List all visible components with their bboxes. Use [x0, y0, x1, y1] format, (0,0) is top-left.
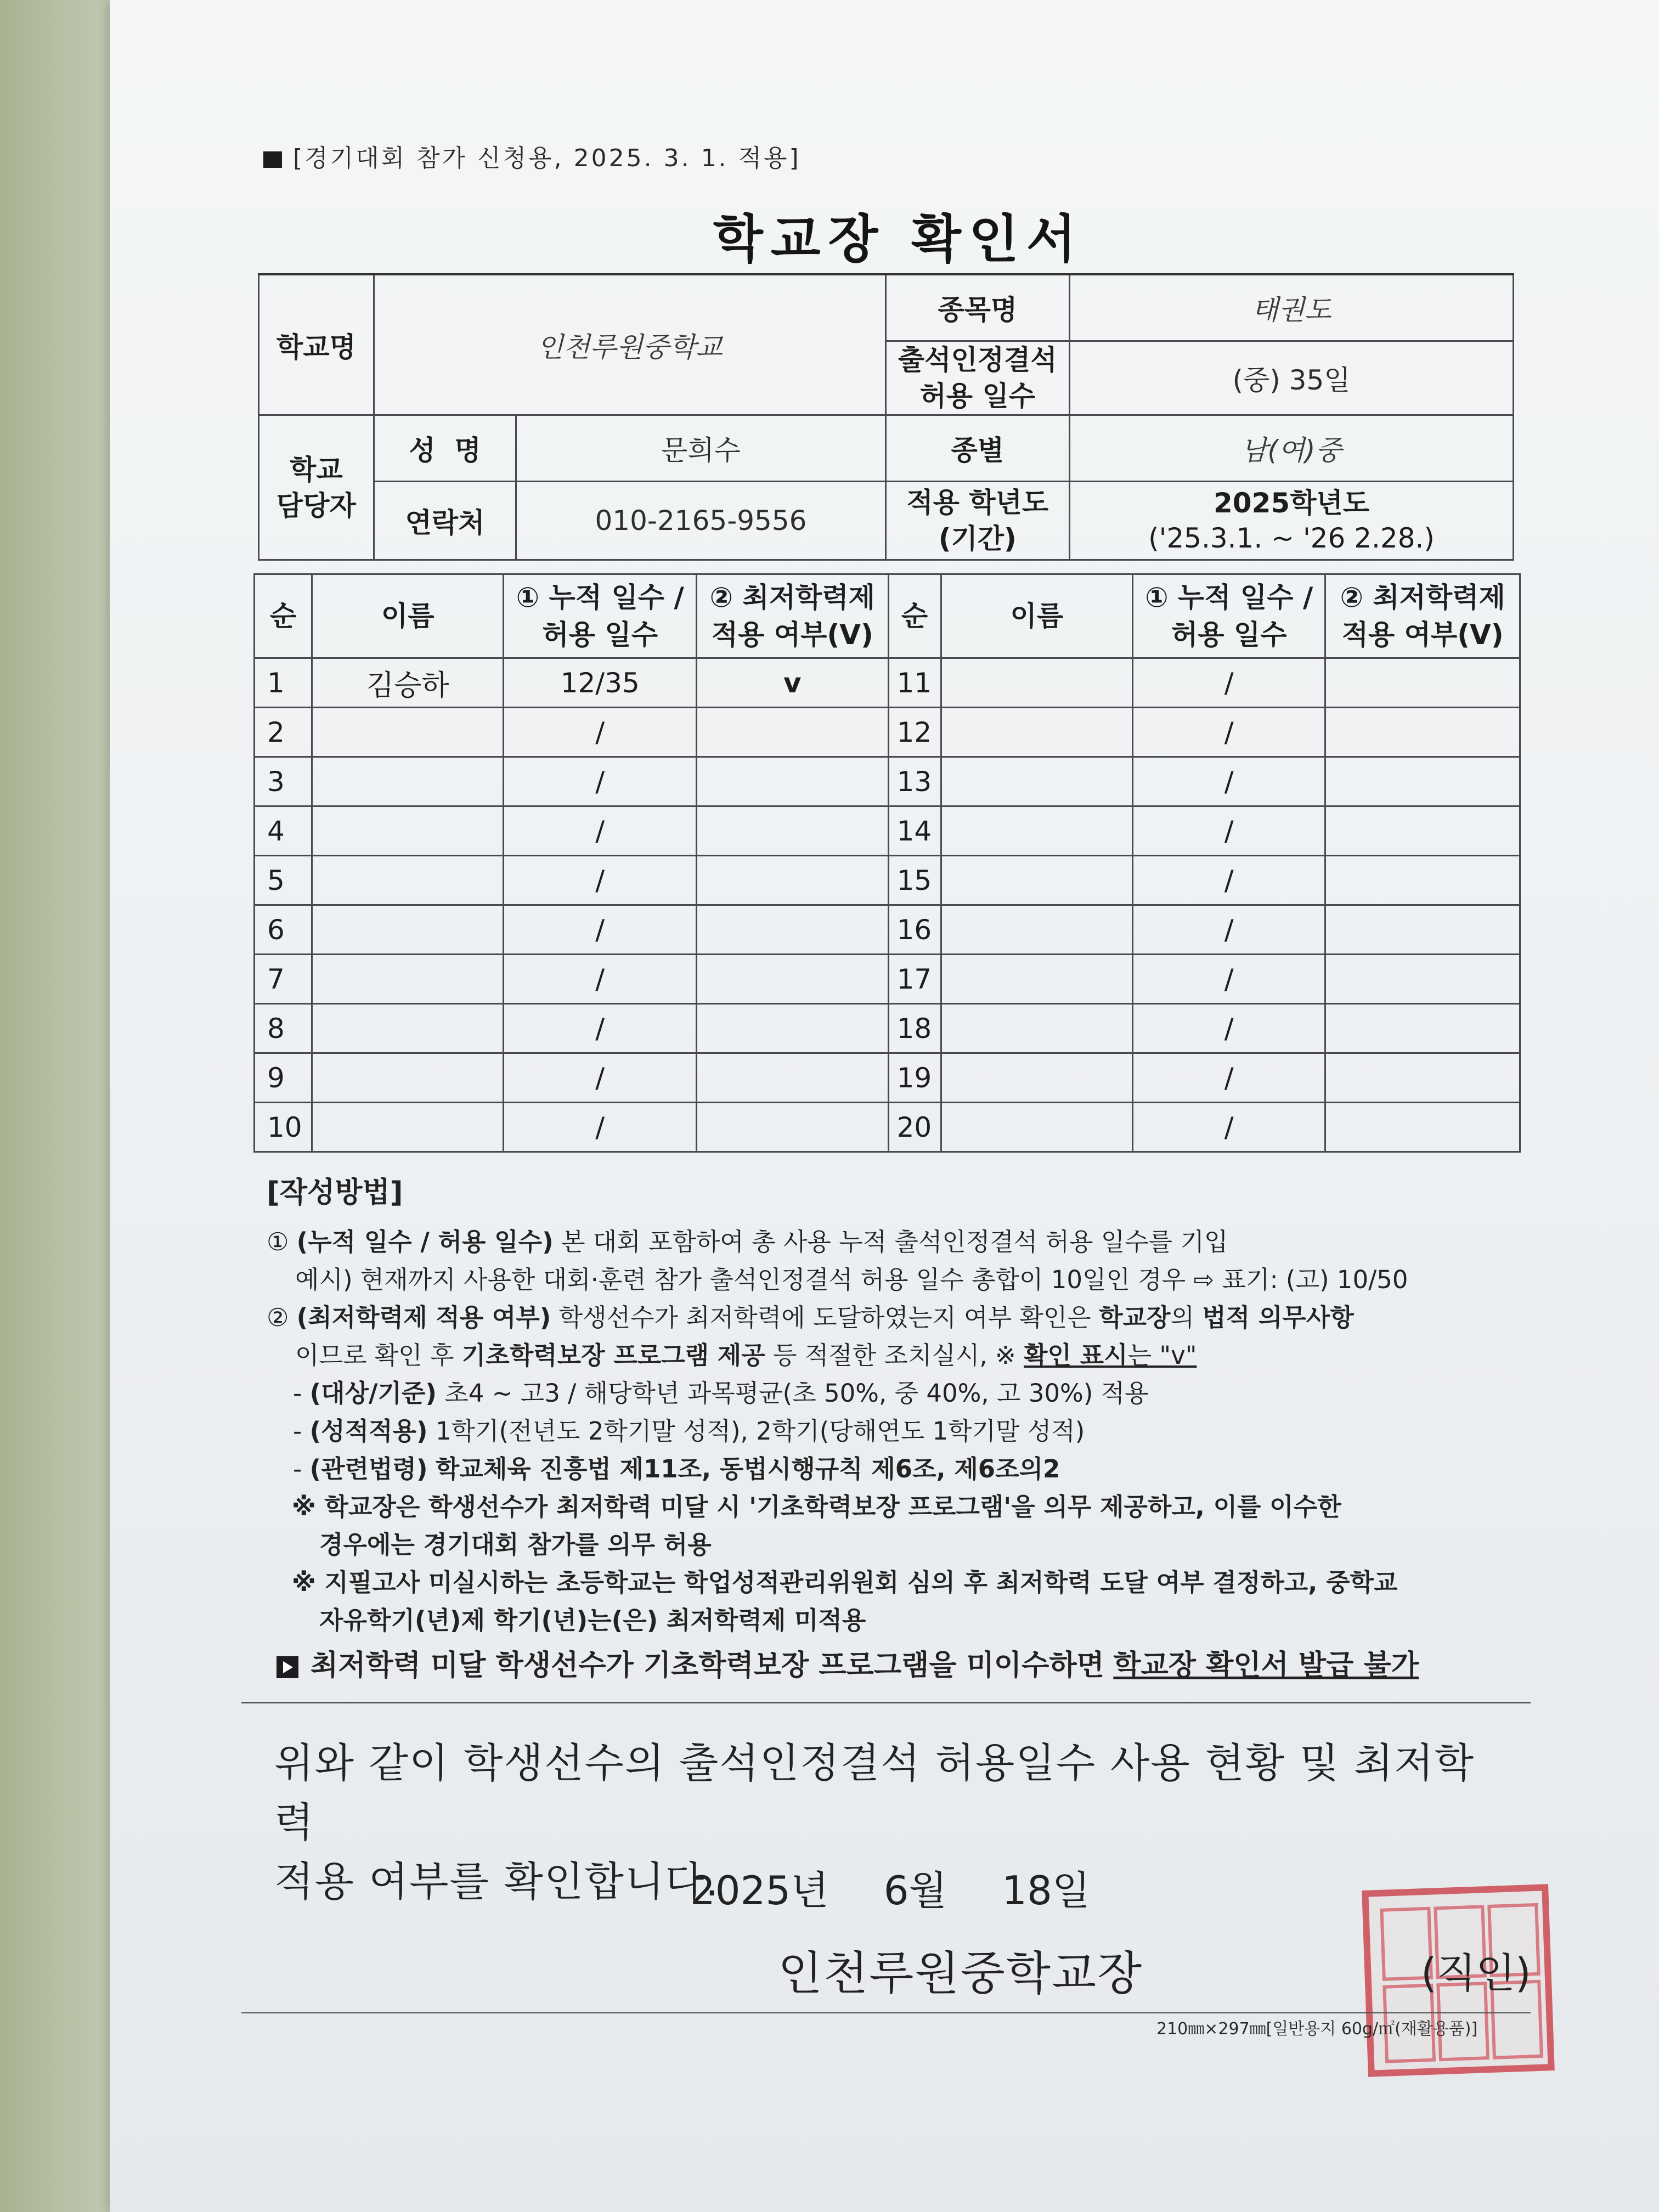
instruction-detail-target: - (대상/기준) 초4 ~ 고3 / 해당학년 과목평균(초 50%, 중 40%, 고 30%) 적용 — [293, 1379, 1149, 1408]
min-grade-check — [1325, 757, 1520, 806]
student-roster-table — [253, 573, 1521, 1153]
student-name — [312, 955, 503, 1004]
student-name — [941, 757, 1132, 806]
student-name — [941, 856, 1132, 905]
table-row — [255, 708, 1520, 757]
min-grade-check — [697, 905, 889, 955]
min-grade-check — [697, 1103, 889, 1152]
days-used: / — [1132, 856, 1325, 905]
student-name — [312, 905, 503, 955]
student-name — [941, 1103, 1132, 1152]
student-name — [312, 708, 503, 757]
manager-name-label: 성 명 — [374, 415, 516, 482]
min-grade-check — [697, 708, 889, 757]
min-grade-check — [1325, 806, 1520, 856]
days-used: / — [504, 1103, 697, 1152]
row-number: 15 — [888, 856, 941, 905]
min-grade-check — [697, 757, 889, 806]
row-number: 17 — [888, 955, 941, 1004]
days-used: / — [504, 806, 697, 856]
instructions-heading: [작성방법] — [267, 1176, 403, 1209]
days-used: / — [1132, 806, 1325, 856]
background-surface — [0, 0, 115, 2212]
school-name-label: 학교명 — [259, 274, 374, 415]
table-row — [255, 905, 1520, 955]
days-used: / — [504, 1053, 697, 1103]
days-used: / — [1132, 708, 1325, 757]
instruction-note-2: ※ 지필고사 미실시하는 초등학교는 학업성적관리위원회 심의 후 최저학력 도달 여부 결정하고, 중학교 — [292, 1568, 1398, 1597]
manager-name-value: 문희수 — [516, 415, 885, 482]
table-row — [255, 955, 1520, 1004]
min-grade-header-right: ② 최저학력제 적용 여부(V) — [1325, 574, 1520, 658]
min-grade-header-left: ② 최저학력제 적용 여부(V) — [697, 574, 889, 658]
student-name — [941, 806, 1132, 856]
instructions-section — [267, 1174, 1528, 1685]
issue-date: 2025년 6월 18일 — [690, 1867, 1091, 1914]
days-used: / — [1132, 1004, 1325, 1053]
min-grade-check — [697, 856, 889, 905]
days-used: / — [504, 757, 697, 806]
paper-spec-footer: 210㎜×297㎜[일반용지 60g/㎡(재활용품)] — [1156, 2019, 1478, 2039]
instruction-2: ② (최저학력제 적용 여부) 학생선수가 최저학력에 도달하였는지 여부 확인은 학교장의 법적 의무사항 — [267, 1303, 1354, 1332]
manager-label: 학교 담당자 — [259, 415, 374, 560]
student-name — [312, 1103, 503, 1152]
seq-header-left: 순 — [255, 574, 312, 658]
student-name — [312, 856, 503, 905]
name-header-left: 이름 — [312, 574, 503, 658]
seal-label: (직인) — [1421, 1950, 1531, 1997]
days-used: / — [504, 1004, 697, 1053]
days-used: / — [1132, 905, 1325, 955]
instruction-1: ① (누적 일수 / 허용 일수) 본 대회 포함하여 총 사용 누적 출석인정결석 허용 일수를 기입 — [267, 1227, 1228, 1256]
min-grade-check — [697, 1004, 889, 1053]
min-grade-check — [697, 806, 889, 856]
student-name — [941, 658, 1132, 708]
confirmation-statement: 위와 같이 학생선수의 출석인정결석 허용일수 사용 현황 및 최저학력 적용 여부를 확인합니다. — [274, 1740, 1475, 1905]
min-grade-check — [1325, 1053, 1520, 1103]
min-grade-check — [1325, 658, 1520, 708]
min-grade-check — [1325, 1103, 1520, 1152]
square-bullet-icon — [263, 151, 282, 168]
row-number: 14 — [888, 806, 941, 856]
principal-name: 인천루원중학교장 — [778, 1946, 1143, 2000]
days-used: / — [1132, 1053, 1325, 1103]
allowed-days-value: (중) 35일 — [1070, 341, 1514, 415]
days-used: / — [504, 905, 697, 955]
min-grade-check — [1325, 1004, 1520, 1053]
row-number: 11 — [888, 658, 941, 708]
days-header-right: ① 누적 일수 / 허용 일수 — [1132, 574, 1325, 658]
sport-label: 종목명 — [885, 274, 1070, 341]
min-grade-check — [1325, 955, 1520, 1004]
days-used: / — [1132, 955, 1325, 1004]
table-row — [255, 658, 1520, 708]
table-row — [255, 856, 1520, 905]
row-number: 9 — [255, 1053, 312, 1103]
student-name — [312, 1053, 503, 1103]
days-used: 12/35 — [504, 658, 697, 708]
allowed-days-label: 출석인정결석 허용 일수 — [885, 341, 1070, 415]
divider — [241, 1702, 1531, 1703]
sport-value: 태권도 — [1070, 274, 1514, 341]
row-number: 16 — [888, 905, 941, 955]
contact-value: 010-2165-9556 — [516, 482, 885, 560]
school-year-value: 2025학년도 ('25.3.1. ~ '26 2.28.) — [1070, 482, 1514, 560]
days-used: / — [1132, 757, 1325, 806]
days-used: / — [504, 708, 697, 757]
instruction-note-2-cont: 자유학기(년)제 학기(년)는(은) 최저학력제 미적용 — [319, 1606, 866, 1635]
min-grade-check: v — [697, 658, 889, 708]
table-row — [255, 757, 1520, 806]
row-number: 7 — [255, 955, 312, 1004]
name-header-right: 이름 — [941, 574, 1132, 658]
footer-divider — [241, 2012, 1531, 2013]
min-grade-check — [1325, 856, 1520, 905]
row-number: 1 — [255, 658, 312, 708]
table-row — [255, 1053, 1520, 1103]
min-grade-check — [697, 955, 889, 1004]
document-title: 학교장 확인서 — [713, 210, 1084, 269]
row-number: 4 — [255, 806, 312, 856]
table-row — [255, 1103, 1520, 1152]
row-number: 20 — [888, 1103, 941, 1152]
row-number: 19 — [888, 1053, 941, 1103]
row-number: 10 — [255, 1103, 312, 1152]
contact-label: 연락처 — [374, 482, 516, 560]
student-name — [941, 1004, 1132, 1053]
instruction-detail-law: - (관련법령) 학교체육 진흥법 제11조, 동법시행규칙 제6조, 제6조의2 — [293, 1454, 1060, 1483]
min-grade-check — [1325, 708, 1520, 757]
student-name — [312, 1004, 503, 1053]
table-row — [255, 1004, 1520, 1053]
gender-value: 남(여)중 — [1070, 415, 1514, 482]
row-number: 8 — [255, 1004, 312, 1053]
school-info-table — [258, 273, 1514, 561]
school-year-label: 적용 학년도 (기간) — [885, 482, 1070, 560]
min-grade-check — [697, 1053, 889, 1103]
school-name-value: 인천루원중학교 — [374, 274, 885, 415]
row-number: 18 — [888, 1004, 941, 1053]
form-usage-note: [경기대회 참가 신청용, 2025. 3. 1. 적용] — [263, 138, 801, 173]
gender-label: 종별 — [885, 415, 1070, 482]
row-number: 12 — [888, 708, 941, 757]
student-name — [941, 905, 1132, 955]
instruction-note-1-cont: 경우에는 경기대회 참가를 의무 허용 — [319, 1530, 712, 1559]
row-number: 5 — [255, 856, 312, 905]
row-number: 3 — [255, 757, 312, 806]
student-name — [941, 1053, 1132, 1103]
final-warning: 최저학력 미달 학생선수가 기초학력보장 프로그램을 미이수하면 학교장 확인서 발급 불가 — [267, 1647, 1528, 1685]
min-grade-check — [1325, 905, 1520, 955]
instruction-1-example: 예시) 현재까지 사용한 대회·훈련 참가 출석인정결석 허용 일수 총합이 10일인 경우 ⇨ 표기: (고) 10/50 — [295, 1265, 1408, 1294]
instruction-2-line2: 이므로 확인 후 기초학력보장 프로그램 제공 등 적절한 조치실시, ※ 확인 표시는 "v" — [295, 1341, 1197, 1370]
row-number: 6 — [255, 905, 312, 955]
student-name — [941, 708, 1132, 757]
row-number: 13 — [888, 757, 941, 806]
student-name: 김승하 — [312, 658, 503, 708]
student-name — [312, 806, 503, 856]
seq-header-right: 순 — [888, 574, 941, 658]
student-name — [941, 955, 1132, 1004]
arrow-box-icon — [276, 1656, 298, 1678]
instruction-detail-grades: - (성적적용) 1학기(전년도 2학기말 성적), 2학기(당해연도 1학기말 성적) — [293, 1417, 1085, 1446]
days-used: / — [1132, 1103, 1325, 1152]
days-used: / — [1132, 658, 1325, 708]
instruction-note-1: ※ 학교장은 학생선수가 최저학력 미달 시 '기초학력보장 프로그램'을 의무 제공하고, 이를 이수한 — [292, 1492, 1341, 1521]
days-used: / — [504, 856, 697, 905]
student-name — [312, 757, 503, 806]
table-row — [255, 806, 1520, 856]
days-used: / — [504, 955, 697, 1004]
days-header-left: ① 누적 일수 / 허용 일수 — [504, 574, 697, 658]
row-number: 2 — [255, 708, 312, 757]
